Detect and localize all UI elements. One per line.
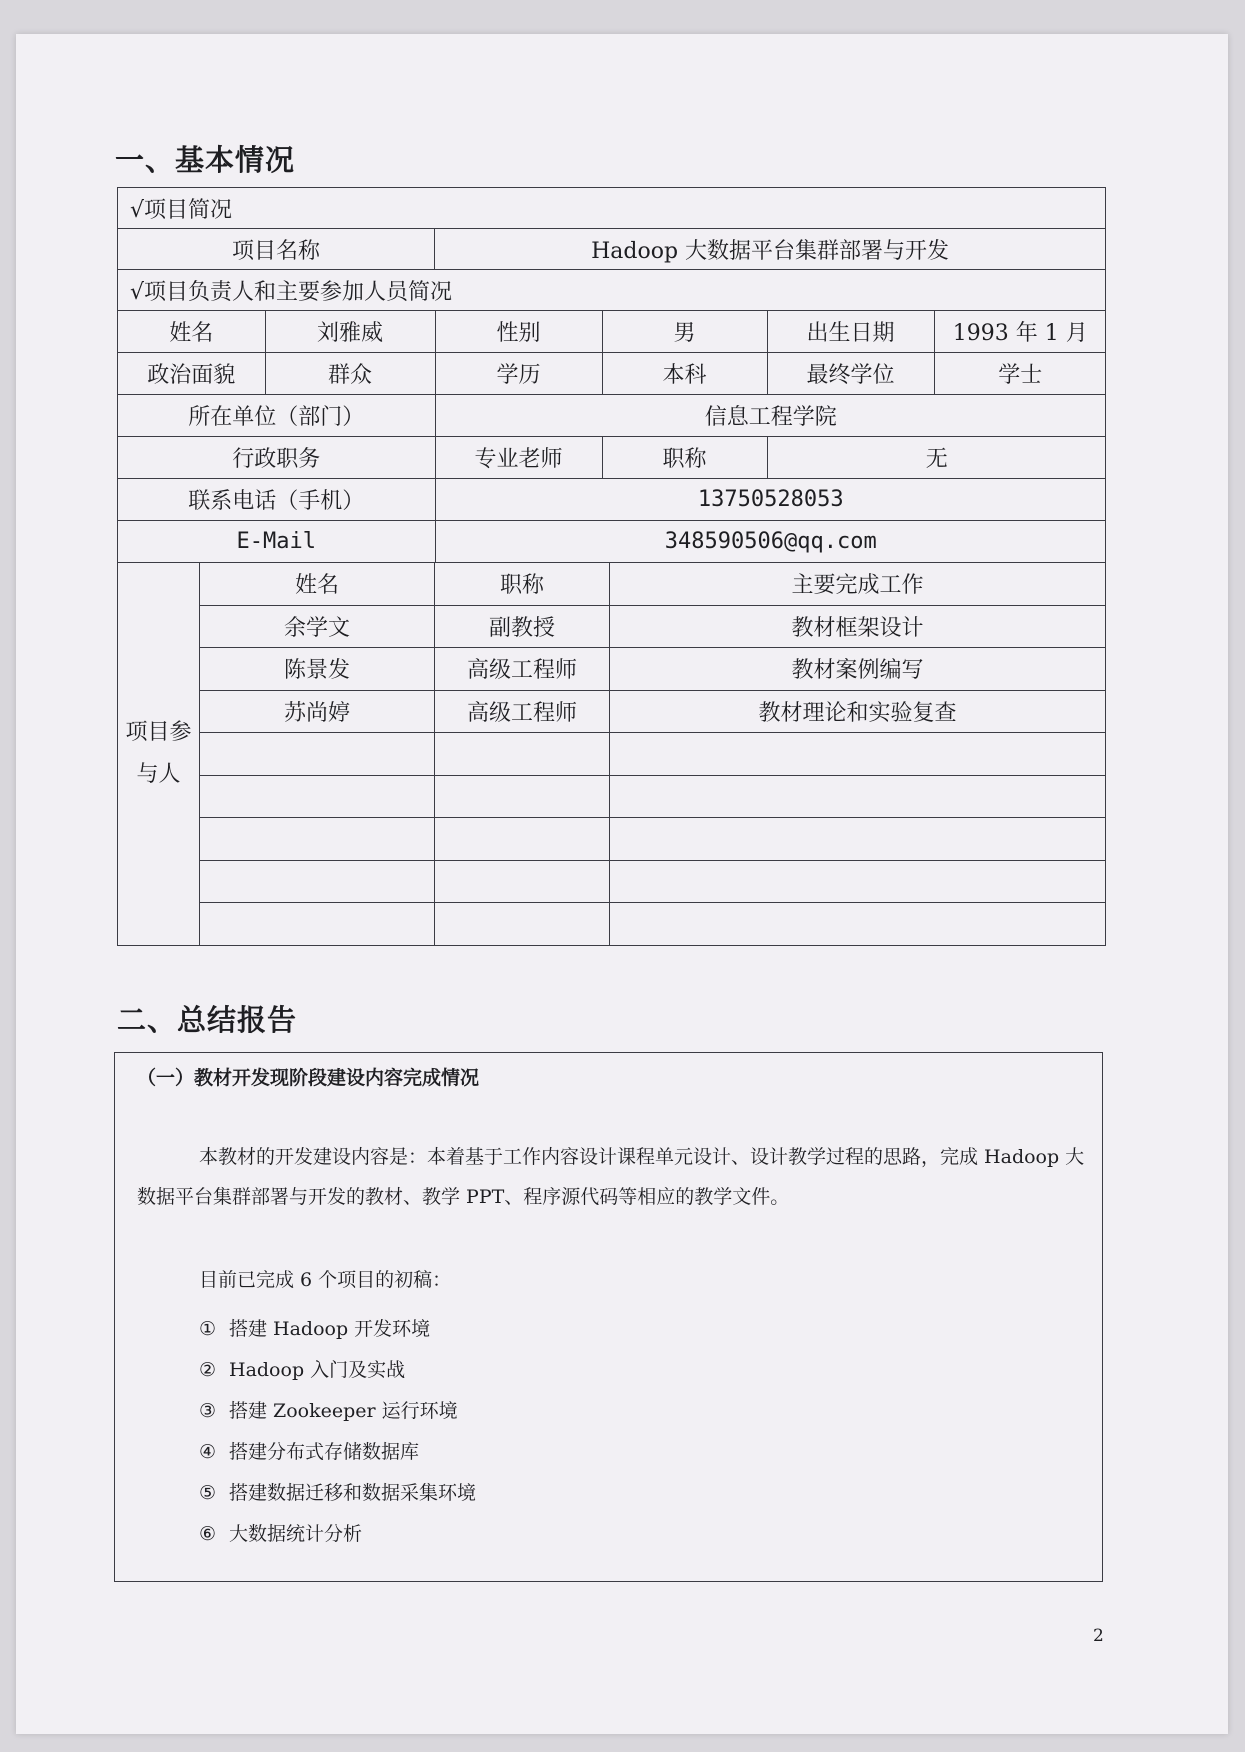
summary-report-box: [114, 1052, 1103, 1582]
participant-title-header: 职称: [435, 563, 610, 606]
item-text: 搭建分布式存储数据库: [229, 1441, 420, 1463]
item-number: ⑤: [199, 1482, 217, 1504]
education-label: 学历: [435, 353, 602, 395]
page-number: 2: [1093, 1626, 1104, 1646]
table-row: [118, 648, 1106, 691]
participant-name: 苏尚婷: [200, 690, 435, 733]
item-text: 搭建数据迁移和数据采集环境: [229, 1482, 477, 1504]
leader-gender: 男: [602, 311, 767, 353]
title-label: 职称: [602, 437, 767, 479]
table-row: [118, 690, 1106, 733]
item-number: ⑥: [199, 1523, 217, 1545]
project-name-label: 项目名称: [118, 229, 435, 270]
table-row: [118, 311, 1106, 563]
item-text: 搭建 Zookeeper 运行环境: [229, 1400, 458, 1422]
participant-work: 教材框架设计: [610, 605, 1106, 648]
table-row: [118, 818, 1106, 861]
leader-political: 群众: [265, 353, 435, 395]
name-label: 姓名: [118, 311, 265, 353]
basic-info-table: [117, 187, 1106, 946]
list-item: [199, 1350, 476, 1391]
leader-education: 本科: [602, 353, 767, 395]
section-title-basic-info: 一、基本情况: [115, 143, 296, 177]
list-item: [199, 1514, 476, 1555]
table-row: [118, 563, 1106, 606]
report-item-list: [199, 1309, 476, 1555]
leader-degree: 学士: [934, 353, 1106, 395]
participant-title: 高级工程师: [435, 690, 610, 733]
table-row: [118, 775, 1106, 818]
leader-birth: 1993 年 1 月: [952, 321, 1088, 346]
admin-post-label: 行政职务: [118, 437, 435, 479]
table-row: [118, 903, 1106, 946]
leader-phone: 13750528053: [435, 479, 1106, 521]
birth-label: 出生日期: [767, 311, 934, 353]
participant-name: 陈景发: [200, 648, 435, 691]
gender-label: 性别: [435, 311, 602, 353]
report-intro: 目前已完成 6 个项目的初稿：: [199, 1269, 452, 1291]
table-row: [118, 229, 1106, 270]
item-number: ④: [199, 1441, 217, 1463]
leader-name: 刘雅威: [265, 311, 435, 353]
leader-email: 348590506@qq.com: [435, 521, 1106, 563]
leader-title: 无: [767, 437, 1106, 479]
item-text: Hadoop 入门及实战: [229, 1359, 406, 1381]
unit-label: 所在单位（部门）: [118, 395, 435, 437]
leader-admin-post: 专业老师: [435, 437, 602, 479]
section-title-summary: 二、总结报告: [117, 1003, 298, 1037]
report-paragraph: 本教材的开发建设内容是：本着基于工作内容设计课程单元设计、设计教学过程的思路，完成 Hadoop 大数据平台集群部署与开发的教材、教学 PPT、程序源代码等相应的教学文件。: [137, 1146, 1085, 1208]
table-row: [118, 188, 1106, 229]
item-number: ②: [199, 1359, 217, 1381]
list-item: [199, 1473, 476, 1514]
table-row: [118, 860, 1106, 903]
email-label: E-Mail: [118, 521, 435, 563]
participant-work: 教材案例编写: [610, 648, 1106, 691]
table-row: [118, 733, 1106, 776]
leader-section-label: √项目负责人和主要参加人员简况: [118, 270, 1106, 311]
item-number: ③: [199, 1400, 217, 1422]
degree-label: 最终学位: [767, 353, 934, 395]
table-row: [118, 270, 1106, 311]
report-subtitle: （一）教材开发现阶段建设内容完成情况: [137, 1067, 480, 1089]
item-number: ①: [199, 1318, 217, 1340]
list-item: [199, 1432, 476, 1473]
phone-label: 联系电话（手机）: [118, 479, 435, 521]
participants-label: 项目参与人: [118, 563, 200, 946]
leader-grid: [118, 311, 1106, 562]
participant-title: 高级工程师: [435, 648, 610, 691]
list-item: [199, 1391, 476, 1432]
leader-unit: 信息工程学院: [435, 395, 1106, 437]
project-overview-label: √项目简况: [118, 188, 1106, 229]
table-row: [118, 605, 1106, 648]
participant-work: 教材理论和实验复查: [610, 690, 1106, 733]
item-text: 大数据统计分析: [229, 1523, 363, 1545]
participant-title: 副教授: [435, 605, 610, 648]
item-text: 搭建 Hadoop 开发环境: [229, 1318, 431, 1340]
list-item: [199, 1309, 476, 1350]
project-name-value: Hadoop 大数据平台集群部署与开发: [435, 229, 1106, 270]
participant-name-header: 姓名: [200, 563, 435, 606]
participant-name: 余学文: [200, 605, 435, 648]
participant-work-header: 主要完成工作: [610, 563, 1106, 606]
political-label: 政治面貌: [118, 353, 265, 395]
